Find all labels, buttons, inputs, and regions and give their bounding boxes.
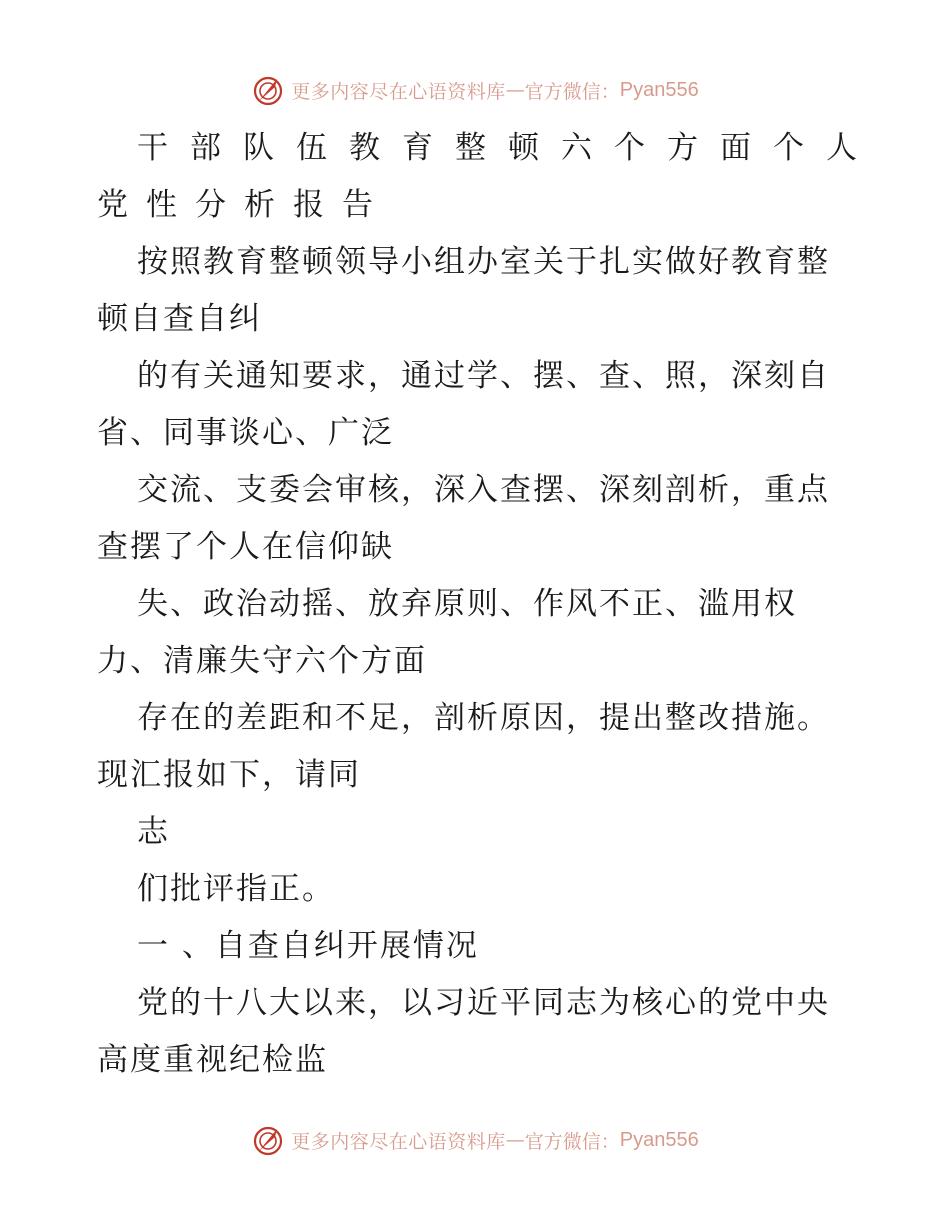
watermark-text: 更多内容尽在心语资料库	[291, 1130, 506, 1153]
document-title-line-2: 党性分析报告	[97, 187, 391, 223]
header-watermark	[0, 70, 950, 110]
quill-logo-icon	[251, 1123, 285, 1157]
paragraph-line: 高度重视纪检监	[97, 1042, 328, 1078]
paragraph-line: 存在的差距和不足，剖析原因，提出整改措施。	[137, 700, 830, 736]
watermark-wechat-label: 官方微信：	[524, 80, 620, 103]
watermark-wechat-id: Pyan556	[619, 78, 699, 101]
paragraph-line: 交流、支委会审核，深入查摆、深刻剖析，重点	[137, 472, 830, 508]
watermark-wechat-label: 官方微信：	[524, 1130, 620, 1153]
section-heading: 一 、自查自纠开展情况	[137, 928, 479, 964]
watermark-text: 更多内容尽在心语资料库	[291, 80, 506, 103]
watermark-dash: —	[505, 1129, 525, 1151]
paragraph-line: 失、政治动摇、放弃原则、作风不正、滥用权	[137, 586, 797, 622]
paragraph-line: 查摆了个人在信仰缺	[97, 529, 394, 565]
watermark-wechat-id: Pyan556	[619, 1128, 699, 1151]
paragraph-line: 省、同事谈心、广泛	[97, 415, 394, 451]
paragraph-line: 志	[137, 814, 170, 850]
paragraph-line: 顿自查自纠	[97, 301, 262, 337]
paragraph-line: 力、清廉失守六个方面	[97, 643, 427, 679]
paragraph-line: 党的十八大以来，以习近平同志为核心的党中央	[137, 985, 830, 1021]
paragraph-line: 的有关通知要求，通过学、摆、查、照，深刻自	[137, 358, 830, 394]
document-title-line-1: 干部队伍教育整顿六个方面个人	[137, 130, 879, 166]
document-body	[97, 120, 879, 1089]
footer-watermark	[0, 1120, 950, 1160]
quill-logo-icon	[251, 73, 285, 107]
paragraph-line: 们批评指正。	[137, 871, 335, 907]
paragraph-line: 按照教育整顿领导小组办室关于扎实做好教育整	[137, 244, 830, 280]
watermark-dash: —	[505, 79, 525, 101]
paragraph-line: 现汇报如下，请同	[97, 757, 361, 793]
